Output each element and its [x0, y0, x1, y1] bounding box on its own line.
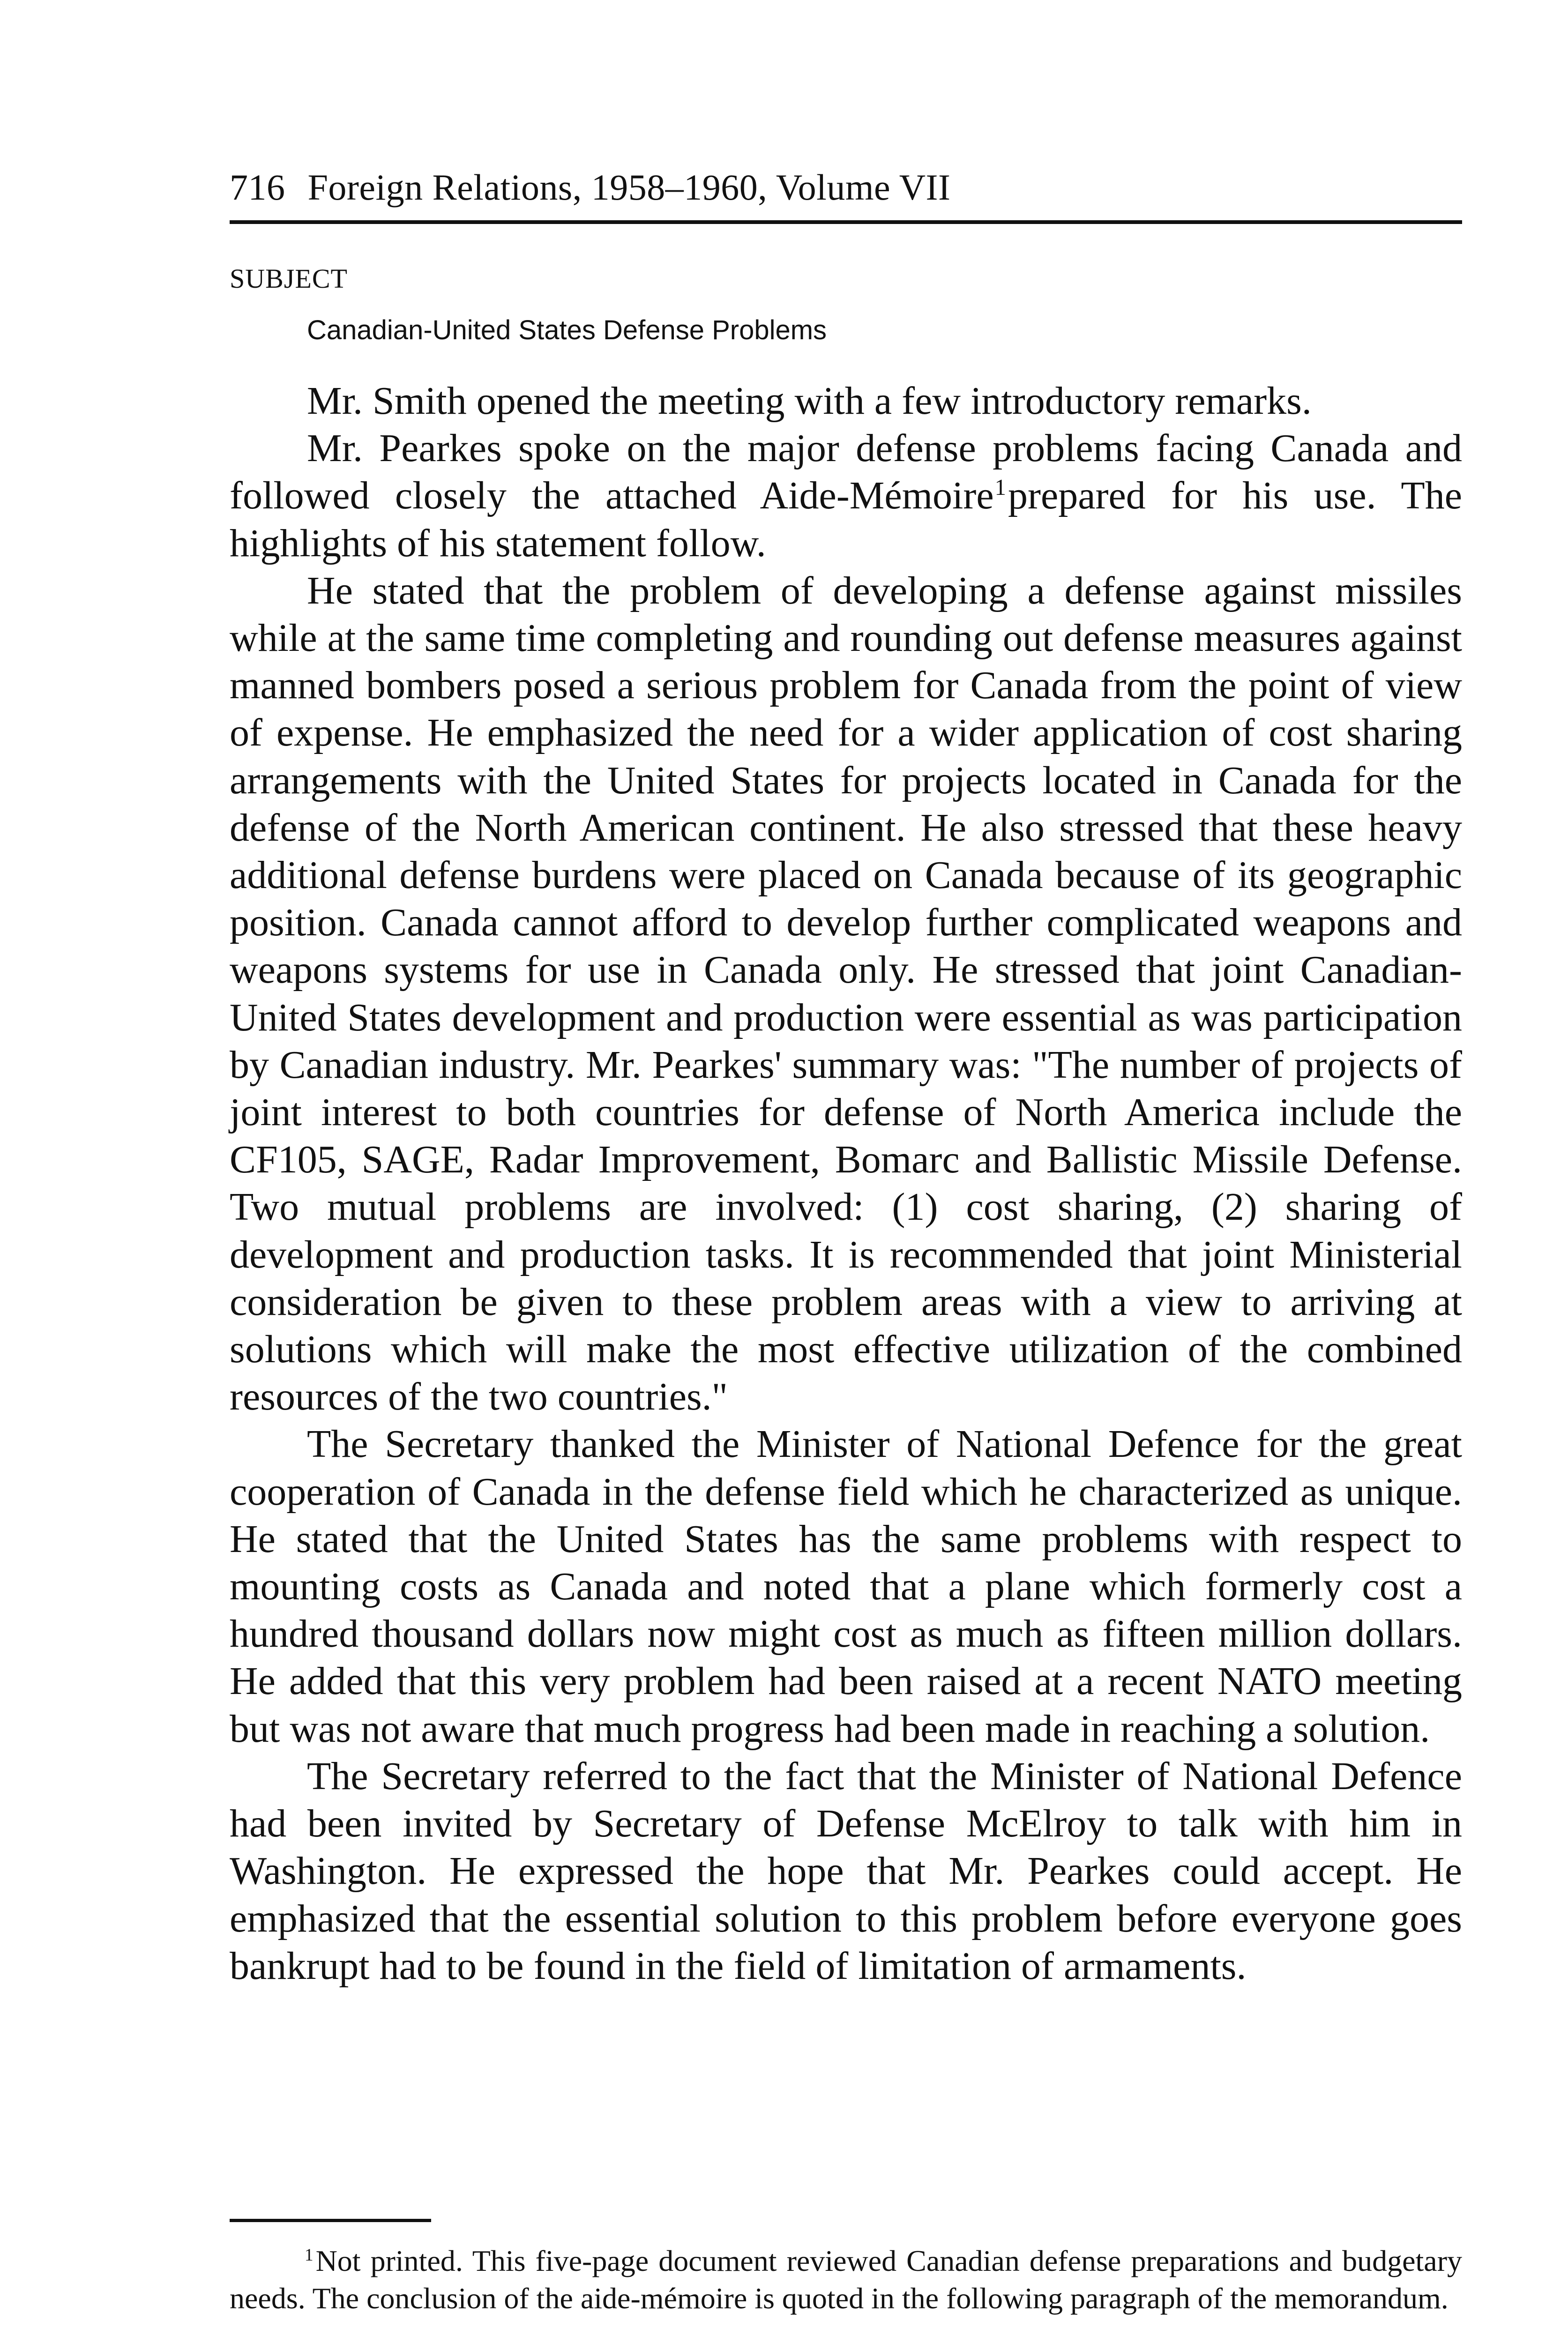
paragraph-washington-invitation: The Secretary referred to the fact that the Minister of National Defence had been invited by Secretary of Defense McElroy to talk with him in Washington. He expressed the hope that Mr. Pearkes could accept. He emphasized that the essential solution to this problem before everyone goes bankrupt had to be found in the field of limitation of armaments.	[230, 1754, 1462, 1988]
paragraph-defense-costs: He stated that the problem of developing a defense against missiles while at the same time completing and rounding out defense measures against manned bombers posed a serious problem for Canada from the point of view of expense. He emphasized the need for a wider application of cost sharing arrangements with the United States for projects located in Canada for the defense of the North American continent. He also stressed that these heavy additional defense burdens were placed on Canada because of its geographic position. Canada cannot afford to develop further complicated weapons and weapons systems for use in Canada only. He stressed that joint Canadian-United States development and production were essential as was participation by Canadian industry. Mr. Pearkes' summary was: "The number of projects of joint interest to both countries for defense of North America include the CF105, SAGE, Radar Improvement, Bomarc and Ballistic Missile Defense. Two mutual problems are involved: (1) cost sharing, (2) sharing of development and production tasks. It is recommended that joint Ministerial consideration be given to these problem areas with a view to arriving at solutions which will make the most effective utilization of the combined resources of the two countries."	[230, 568, 1462, 1419]
paragraph-pearkes-statement	[230, 425, 1462, 567]
memorandum-body	[230, 377, 1462, 1990]
subject-text: Canadian-United States Defense Problems	[307, 315, 827, 345]
header-rule	[230, 220, 1462, 224]
footnote-reference: 1	[994, 475, 1007, 500]
footnote-paragraph	[230, 2242, 1462, 2317]
footnote-rule	[230, 2219, 431, 2222]
page-number: 716	[230, 167, 285, 208]
paragraph-after-note: prepared for his use. The highlights of his statement follow.	[230, 474, 1462, 565]
footnote	[230, 2242, 1462, 2317]
paragraph-opening-remarks: Mr. Smith opened the meeting with a few introductory remarks.	[307, 379, 1312, 423]
publication-title: Foreign Relations, 1958–1960, Volume VII	[307, 167, 951, 208]
paragraph-secretary-response: The Secretary thanked the Minister of National Defence for the great cooperation of Canada in the defense field which he characterized as unique. He stated that the United States has the same problems with respect to mounting costs as Canada and noted that a plane which formerly cost a hundred thousand dollars now might cost as much as fifteen million dollars. He added that this very problem had been raised at a recent NATO meeting but was not aware that much progress had been made in reaching a solution.	[230, 1422, 1462, 1751]
running-head	[230, 159, 1457, 216]
footnote-marker: 1	[305, 2245, 314, 2265]
footnote-text: Not printed. This five-page document reviewed Canadian defense preparations and budgetary needs. The conclusion of the aide-mémoire is quoted in the following paragraph of the memorandum.	[230, 2244, 1462, 2315]
paragraph-before-note: Mr. Pearkes spoke on the major defense problems facing Canada and followed closely the attached Aide-Mémoire	[230, 426, 1462, 518]
subject-label: SUBJECT	[230, 263, 348, 294]
